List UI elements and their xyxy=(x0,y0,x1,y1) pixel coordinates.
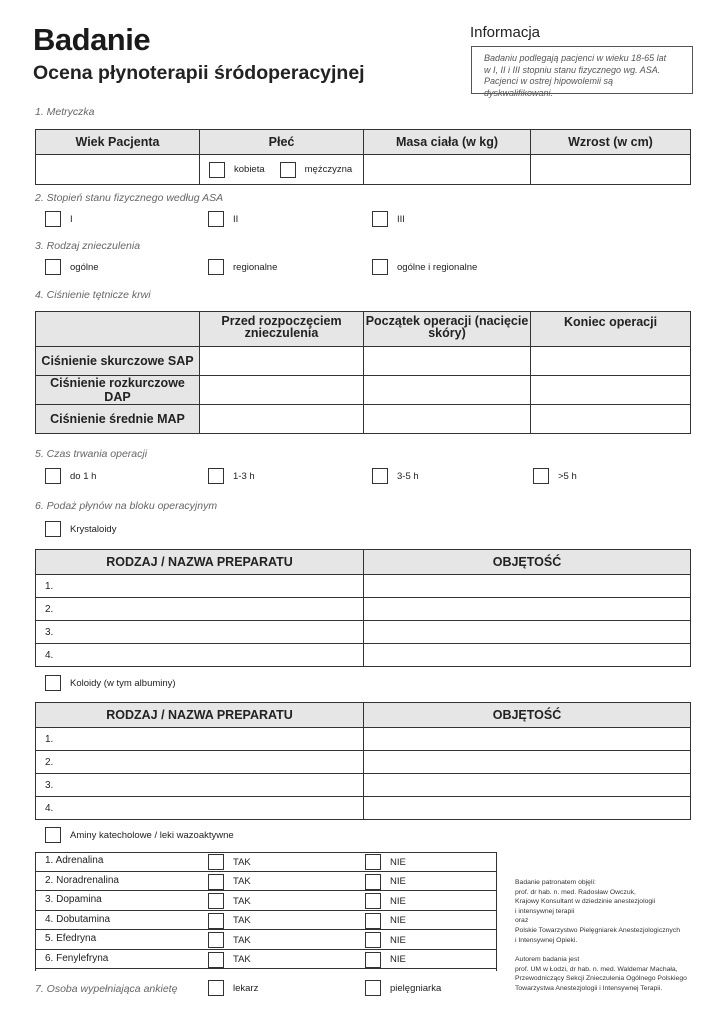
drug-yes[interactable] xyxy=(208,874,251,890)
drug-name: 5. Efedryna xyxy=(45,933,97,944)
note-line: Towarzystwa Anestezjologii i Intensywnej Terapii. xyxy=(515,984,663,992)
drug-row-noradrenaline xyxy=(35,872,496,892)
blood-pressure-table xyxy=(35,311,691,434)
drug-yes[interactable] xyxy=(208,932,251,948)
checkbox[interactable] xyxy=(208,854,224,870)
colloid-row-4[interactable]: 4. xyxy=(36,797,364,820)
drug-yes[interactable] xyxy=(208,854,251,870)
duration-option-3[interactable] xyxy=(372,468,419,484)
note-line: Polskie Towarzystwo Pielęgniarek Anestezjologicznych xyxy=(515,926,680,934)
checkbox[interactable] xyxy=(208,893,224,909)
checkbox[interactable] xyxy=(45,675,61,691)
checkbox-female[interactable] xyxy=(209,162,225,178)
drug-name: 4. Dobutamina xyxy=(45,913,111,925)
checkbox[interactable] xyxy=(365,854,381,870)
note-line: prof. UM w Łodzi, dr hab. n. med. Waldemar Machała, xyxy=(515,965,678,973)
sap-end-field[interactable] xyxy=(531,347,691,376)
map-end-field[interactable] xyxy=(531,405,691,434)
info-line: w I, II i III stopniu stanu fizycznego wg. ASA. xyxy=(484,64,661,75)
asa-option-2[interactable] xyxy=(208,211,238,227)
header-operation-start: Początek operacji (nacięcie skóry) xyxy=(364,312,531,347)
sap-start-field[interactable] xyxy=(364,347,531,376)
checkbox[interactable] xyxy=(45,259,61,275)
crystalloids-table xyxy=(35,549,691,667)
weight-field[interactable] xyxy=(364,155,531,185)
section-3-label: 3. Rodzaj znieczulenia xyxy=(35,240,141,252)
section-5-label: 5. Czas trwania operacji xyxy=(35,448,148,460)
drug-row-phenylephrine xyxy=(35,950,496,970)
no-label: NIE xyxy=(390,934,406,946)
info-line: Badaniu podlegają pacjenci w wieku 18-65 lat xyxy=(484,53,667,63)
checkbox[interactable] xyxy=(208,913,224,929)
checkbox[interactable] xyxy=(365,952,381,968)
anesthesia-option-combined[interactable] xyxy=(372,259,477,275)
section-7-label: 7. Osoba wypełniająca ankietę xyxy=(35,983,178,995)
crystalloid-row-1[interactable]: 1. xyxy=(36,575,364,598)
option-label: regionalne xyxy=(233,261,278,273)
checkbox[interactable] xyxy=(372,211,388,227)
drug-yes[interactable] xyxy=(208,952,251,968)
checkbox[interactable] xyxy=(365,893,381,909)
option-male-label: mężczyzna xyxy=(304,164,353,175)
no-label: NIE xyxy=(390,856,406,868)
info-line: Pacjenci w ostrej hipowolemii są dyskwalifikowani. xyxy=(484,76,614,98)
checkbox[interactable] xyxy=(365,874,381,890)
drug-yes[interactable] xyxy=(208,893,251,909)
colloid-volume-3[interactable] xyxy=(364,774,691,797)
note-line: Badanie patronatem objęli: xyxy=(515,879,596,886)
option-label: Aminy katecholowe / leki wazoaktywne xyxy=(70,829,234,841)
checkbox[interactable] xyxy=(533,468,549,484)
colloid-volume-1[interactable] xyxy=(364,728,691,751)
drug-no[interactable] xyxy=(365,913,406,929)
checkbox[interactable] xyxy=(372,259,388,275)
option-label: pielęgniarka xyxy=(390,982,442,994)
note-line: i Intensywnej Opieki. xyxy=(515,936,578,944)
page-subtitle: Ocena płynoterapii śródoperacyjnej xyxy=(33,62,365,84)
option-label: I xyxy=(70,213,73,225)
row-map-label: Ciśnienie średnie MAP xyxy=(36,405,200,434)
header-weight: Masa ciała (w kg) xyxy=(364,130,531,155)
checkbox[interactable] xyxy=(45,827,61,843)
respondent-option-nurse[interactable] xyxy=(365,980,441,996)
crystalloid-row-3[interactable]: 3. xyxy=(36,621,364,644)
checkbox[interactable] xyxy=(208,932,224,948)
header-sex: Płeć xyxy=(200,130,364,155)
map-before-field[interactable] xyxy=(200,405,364,434)
drug-row-ephedrine xyxy=(35,930,496,950)
author-note xyxy=(515,955,687,993)
drug-row-adrenaline xyxy=(35,852,496,872)
info-title: Informacja xyxy=(470,24,541,41)
amines-option[interactable] xyxy=(45,827,234,843)
colloids-option[interactable] xyxy=(45,675,176,691)
header-height: Wzrost (w cm) xyxy=(531,130,691,155)
crystalloids-option[interactable] xyxy=(45,521,116,537)
no-label: NIE xyxy=(390,876,406,887)
crystalloid-row-2[interactable]: 2. xyxy=(36,598,364,621)
checkbox[interactable] xyxy=(208,259,224,275)
crystalloid-volume-3[interactable] xyxy=(364,621,691,644)
header-before-anesthesia: Przed rozpoczęciem znieczulenia xyxy=(200,312,364,347)
bp-corner xyxy=(36,312,200,347)
yes-label: TAK xyxy=(233,934,251,946)
option-label: III xyxy=(397,213,405,225)
colloid-row-1[interactable]: 1. xyxy=(36,728,364,751)
header-operation-end: Koniec operacji xyxy=(531,312,691,347)
option-label: do 1 h xyxy=(70,470,97,482)
yes-label: TAK xyxy=(233,954,251,965)
sap-before-field[interactable] xyxy=(200,347,364,376)
yes-label: TAK xyxy=(233,856,251,868)
note-line: Krajowy Konsultant w dziedzinie anestezjologii xyxy=(515,898,656,906)
age-field[interactable] xyxy=(36,155,200,185)
patronage-note xyxy=(515,878,680,945)
checkbox[interactable] xyxy=(208,952,224,968)
duration-option-4[interactable] xyxy=(533,468,577,484)
dap-start-field[interactable] xyxy=(364,376,531,405)
height-field[interactable] xyxy=(531,155,691,185)
drug-no[interactable] xyxy=(365,932,406,948)
asa-option-3[interactable] xyxy=(372,211,405,227)
dap-end-field[interactable] xyxy=(531,376,691,405)
crystalloid-volume-1[interactable] xyxy=(364,575,691,598)
map-start-field[interactable] xyxy=(364,405,531,434)
yes-label: TAK xyxy=(233,876,251,887)
colloid-volume-2[interactable] xyxy=(364,751,691,774)
page-title: Badanie xyxy=(33,22,151,57)
checkbox[interactable] xyxy=(372,468,388,484)
section-1-label: 1. Metryczka xyxy=(35,106,95,118)
note-line: Przewodniczący Sekcji Znieczulenia Ogólnego Polskiego xyxy=(515,975,687,983)
yes-label: TAK xyxy=(233,895,251,907)
drug-row-dopamine xyxy=(35,891,496,911)
option-label: ogólne i regionalne xyxy=(397,261,478,273)
drug-yes[interactable] xyxy=(208,913,251,929)
row-sap-label: Ciśnienie skurczowe SAP xyxy=(36,347,200,376)
option-female-label: kobieta xyxy=(234,164,265,175)
drug-row-dobutamine xyxy=(35,911,496,931)
option-label: 1-3 h xyxy=(233,470,255,482)
crystalloid-volume-4[interactable] xyxy=(364,644,691,667)
drug-name: 6. Fenylefryna xyxy=(45,952,109,964)
checkbox[interactable] xyxy=(365,980,381,996)
sex-cell xyxy=(200,155,364,185)
option-label: lekarz xyxy=(233,982,259,994)
option-label: II xyxy=(233,213,239,225)
drug-no[interactable] xyxy=(365,874,406,890)
no-label: NIE xyxy=(390,954,406,965)
header-preparation: RODZAJ / NAZWA PREPARATU xyxy=(36,550,364,575)
crystalloid-volume-2[interactable] xyxy=(364,598,691,621)
checkbox[interactable] xyxy=(365,913,381,929)
asa-option-1[interactable] xyxy=(45,211,73,227)
option-label: Krystaloidy xyxy=(70,523,117,535)
checkbox[interactable] xyxy=(45,211,61,227)
option-label: Koloidy (w tym albuminy) xyxy=(70,677,176,689)
note-line: oraz xyxy=(515,917,529,925)
duration-option-1[interactable] xyxy=(45,468,96,484)
checkbox[interactable] xyxy=(208,874,224,890)
option-label: ogólne xyxy=(70,261,99,273)
colloid-volume-4[interactable] xyxy=(364,797,691,820)
colloid-row-3[interactable]: 3. xyxy=(36,774,364,797)
header-preparation: RODZAJ / NAZWA PREPARATU xyxy=(36,703,364,728)
drug-no[interactable] xyxy=(365,854,406,870)
anesthesia-option-regional[interactable] xyxy=(208,259,277,275)
header-age: Wiek Pacjenta xyxy=(36,130,200,155)
colloid-row-2[interactable]: 2. xyxy=(36,751,364,774)
drug-name: 2. Noradrenalina xyxy=(45,874,119,886)
checkbox[interactable] xyxy=(208,211,224,227)
note-line: Autorem badania jest xyxy=(515,956,580,963)
no-label: NIE xyxy=(390,895,406,907)
checkbox-male[interactable] xyxy=(280,162,296,178)
no-label: NIE xyxy=(390,915,406,926)
row-dap-label: Ciśnienie rozkurczowe DAP xyxy=(36,376,200,405)
anesthesia-option-general[interactable] xyxy=(45,259,99,275)
colloids-table xyxy=(35,702,691,820)
note-line: prof. dr hab. n. med. Radosław Owczuk, xyxy=(515,888,636,896)
info-box xyxy=(471,46,693,98)
section-4-label: 4. Ciśnienie tętnicze krwi xyxy=(35,289,151,301)
header-volume: OBJĘTOŚĆ xyxy=(364,550,691,575)
checkbox[interactable] xyxy=(208,468,224,484)
drug-no[interactable] xyxy=(365,893,406,909)
patient-metrics-table xyxy=(35,129,691,185)
crystalloid-row-4[interactable]: 4. xyxy=(36,644,364,667)
dap-before-field[interactable] xyxy=(200,376,364,405)
drug-no[interactable] xyxy=(365,952,406,968)
note-line: i intensywnej terapii xyxy=(515,907,575,915)
header-volume: OBJĘTOŚĆ xyxy=(364,703,691,728)
drug-name: 3. Dopamina xyxy=(45,894,102,905)
drug-name: 1. Adrenalina xyxy=(45,855,104,866)
yes-label: TAK xyxy=(233,915,251,926)
checkbox[interactable] xyxy=(45,521,61,537)
section-2-label: 2. Stopień stanu fizycznego według ASA xyxy=(35,192,224,204)
option-label: >5 h xyxy=(558,470,577,482)
duration-option-2[interactable] xyxy=(208,468,255,484)
checkbox[interactable] xyxy=(45,468,61,484)
checkbox[interactable] xyxy=(208,980,224,996)
respondent-option-doctor[interactable] xyxy=(208,980,258,996)
checkbox[interactable] xyxy=(365,932,381,948)
option-label: 3-5 h xyxy=(397,470,419,482)
section-6-label: 6. Podaż płynów na bloku operacyjnym xyxy=(35,500,218,512)
